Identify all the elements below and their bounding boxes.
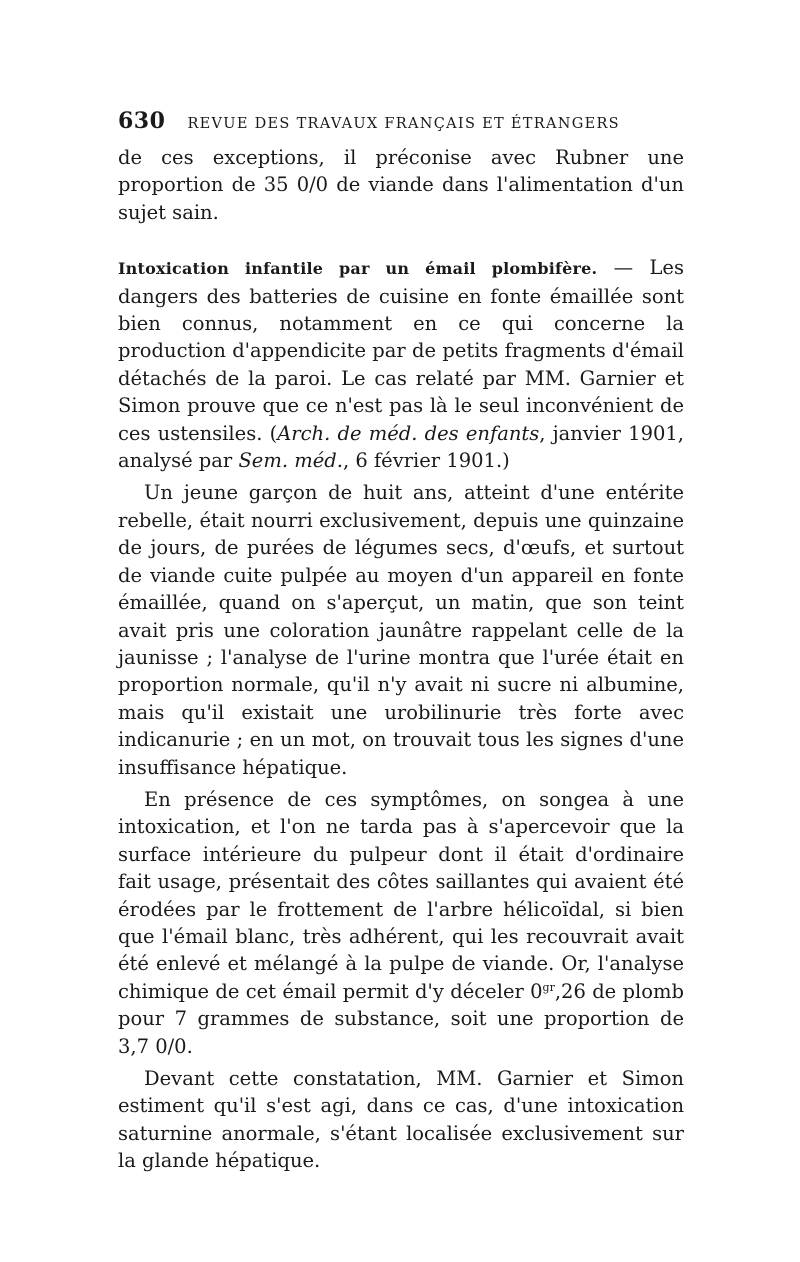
paragraph-4-b: ,26 de plomb pour 7 grammes de substance, soit une proportion de 3,7 0/0. — [118, 979, 684, 1058]
paragraph-4 — [118, 786, 684, 1060]
paragraph-2-text: — Les dangers des batteries de cuisine en fonte émaillée sont bien connus, notamment en ce qui concerne la production d'appendicite par de petits fragments d'émail détachés de la paroi. Le cas relaté par MM. Garnier et Simon prouve que ce n'est pas là le seul inconvénient de ces ustensiles. ( — [118, 256, 684, 445]
reference-end: , 6 février 1901.) — [342, 449, 510, 473]
running-head — [118, 108, 684, 144]
section-title: Intoxication infantile par un émail plombifère. — [118, 259, 598, 279]
paragraph-5: Devant cette constatation, MM. Garnier et Simon estiment qu'il s'est agi, dans ce cas, d'une intoxication saturnine anormale, s'étant localisée exclusivement sur la glande hépatique. — [118, 1067, 684, 1173]
page-number: 630 — [118, 108, 166, 134]
page — [118, 108, 684, 1175]
paragraph-3: Un jeune garçon de huit ans, atteint d'une entérite rebelle, était nourri exclusivement, depuis une quinzaine de jours, de purées de légumes secs, d'œufs, et surtout de viande cuite pulpée au moyen d'un appareil en fonte émaillée, quand on s'aperçut, un matin, que son teint avait pris une coloration jaunâtre rappelant celle de la jaunisse ; l'analyse de l'urine montra que l'urée était en proportion normale, qu'il n'y avait ni sucre ni albumine, mais qu'il existait une urobilinurie très forte avec indicanurie ; en un mot, on trouvait tous les signes d'une insuffisance hépatique. — [118, 481, 684, 779]
paragraph-4-a: En présence de ces symptômes, on songea à une intoxication, et l'on ne tarda pas à s'apercevoir que la surface intérieure du pulpeur dont il était d'ordinaire fait usage, présentait des côtes saillantes qui avaient été érodées par le frottement de l'arbre hélicoïdal, si bien que l'émail blanc, très adhérent, qui les recouvrait avait été enlevé et mélangé à la pulpe de viande. Or, l'analyse chimique de cet émail permit d'y déceler 0 — [118, 787, 684, 1003]
gram-abbreviation: gr — [542, 980, 555, 994]
reference-journal: Arch. de méd. des enfants — [277, 421, 540, 445]
paragraph-1: de ces exceptions, il préconise avec Rubner une proportion de 35 0/0 de viande dans l'alimentation d'un sujet sain. — [118, 146, 684, 224]
reference-mid: , janvier 1901, analysé par — [118, 421, 685, 473]
reference-source: Sem. méd. — [238, 449, 343, 473]
paragraph-2 — [118, 254, 684, 474]
running-title: REVUE DES TRAVAUX FRANÇAIS ET ÉTRANGERS — [187, 116, 620, 132]
